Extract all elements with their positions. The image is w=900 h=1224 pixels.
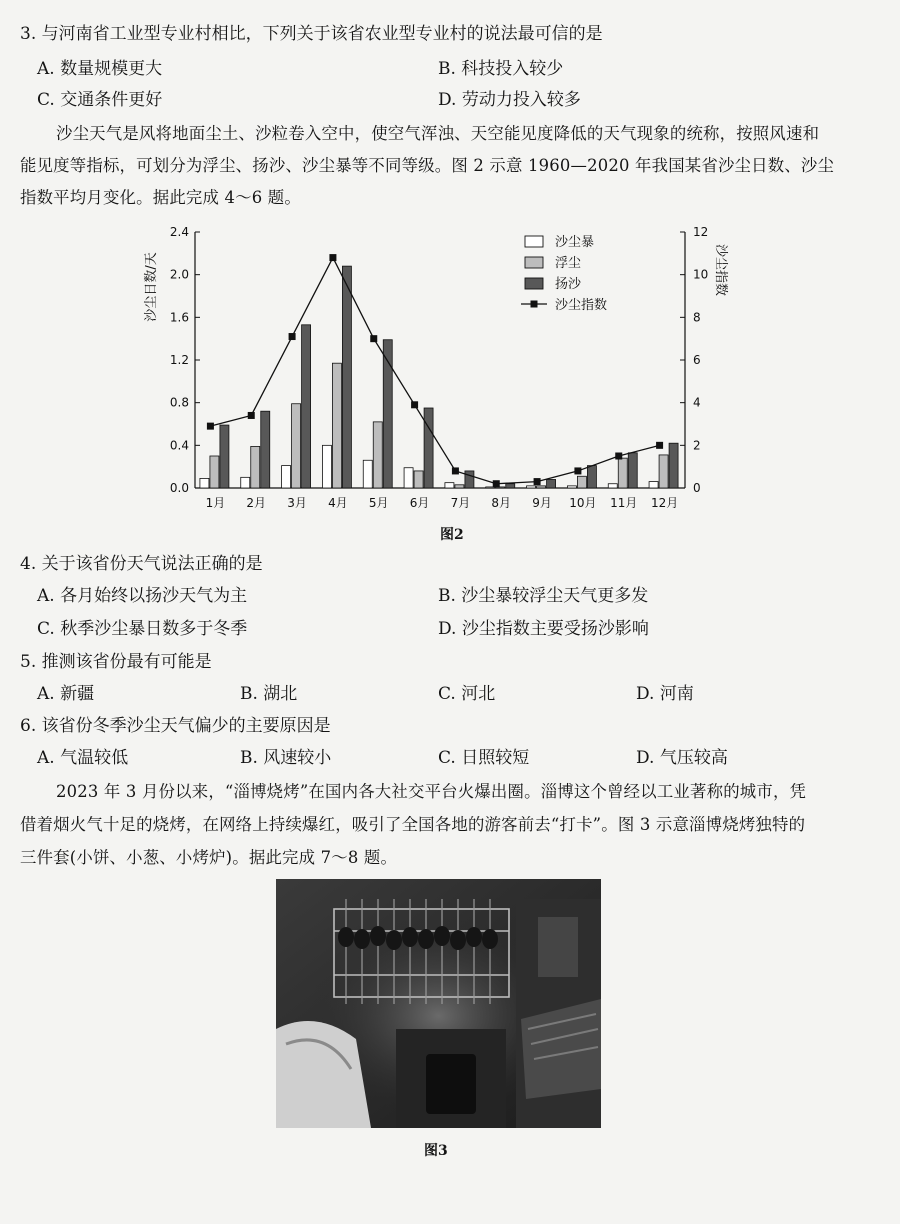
x-tick-label: 2月 [246,496,267,510]
bar-blowing-sand [342,266,351,488]
y-tick-label-left: 1.2 [169,353,189,367]
y-tick-label-right: 4 [693,395,701,410]
dust-index-point [615,453,622,460]
y-tick-label-right: 10 [693,267,709,282]
q4-option-c: C. 秋季沙尘暴日数多于冬季 [37,619,248,639]
bar-blowing-sand [628,453,637,488]
q5-option-d: D. 河南 [636,684,694,704]
x-tick-label: 11月 [610,496,638,510]
bar-blowing-sand [302,325,311,488]
bar-blowing-sand [465,471,474,488]
bar-floating-dust [373,422,382,488]
q6-option-b: B. 风速较小 [240,748,332,768]
bar-floating-dust [414,471,423,488]
bar-blowing-sand [669,443,678,488]
small-stove [396,1029,506,1128]
dust-index-point [656,442,663,449]
bar-sandstorm [649,482,658,488]
legend-label-floating-dust: 浮尘 [555,256,582,271]
bar-floating-dust [210,456,219,488]
bar-floating-dust [292,404,301,488]
legend-label-blowing-sand: 扬沙 [555,277,582,292]
y-tick-label-left: 1.6 [169,310,189,325]
q4-stem: 4. 关于该省份天气说法正确的是 [20,554,263,574]
bar-floating-dust [537,486,546,488]
dust-index-point [329,254,336,261]
dust-index-point [207,423,214,430]
bar-blowing-sand [547,479,556,488]
q3-option-c: C. 交通条件更好 [37,90,163,110]
figure2-caption: 图2 [440,527,464,543]
bar-floating-dust [455,485,464,488]
q6-option-d: D. 气压较高 [636,748,728,768]
passage2-line3: 三件套(小饼、小葱、小烤炉)。据此完成 7～8 题。 [20,848,398,867]
q6-option-c: C. 日照较短 [438,748,530,768]
legend-swatch-floating-dust [525,257,543,268]
x-tick-label: 9月 [532,496,552,510]
bar-sandstorm [241,477,250,488]
bar-floating-dust [577,476,586,488]
dust-index-point [411,401,418,408]
dust-index-point [534,478,541,485]
dust-index-point [289,333,296,340]
dust-index-point [493,480,500,487]
dust-index-point [452,467,459,474]
legend-swatch-blowing-sand [525,278,543,289]
bar-floating-dust [332,363,341,488]
y-tick-label-left: 0.4 [169,438,189,453]
figure3-photo [276,879,601,1128]
legend-swatch-sandstorm [525,236,543,247]
bar-floating-dust [618,458,627,488]
y-axis-title-left: 沙尘日数/天 [144,252,159,322]
x-tick-label: 4月 [328,496,348,510]
bar-blowing-sand [424,408,433,488]
passage1-line2: 能见度等指标，可划分为浮尘、扬沙、沙尘暴等不同等级。图 2 示意 1960—2020 年我国某省沙尘日数、沙尘 [20,156,835,175]
q4-option-a: A. 各月始终以扬沙天气为主 [37,586,248,606]
q3-stem: 3. 与河南省工业型专业村相比，下列关于该省农业型专业村的说法最可信的是 [20,24,603,44]
y-tick-label-left: 2.4 [169,225,189,239]
q3-option-d: D. 劳动力投入较多 [438,90,581,110]
bar-sandstorm [608,484,617,488]
q5-option-c: C. 河北 [438,684,496,704]
y-tick-label-right: 0 [693,481,701,495]
x-tick-label: 12月 [650,496,679,510]
bar-sandstorm [527,486,536,488]
bar-sandstorm [445,483,454,488]
x-tick-label: 7月 [450,496,471,510]
q3-option-a: A. 数量规模更大 [37,59,163,79]
bar-blowing-sand [587,466,596,488]
y-tick-label-right: 2 [693,438,701,453]
bar-sandstorm [200,478,209,488]
figure2-chart [135,218,745,523]
y-axis-title-right: 沙尘指数 [713,243,728,297]
q6-option-a: A. 气温较低 [37,748,129,768]
y-tick-label-left: 0.8 [169,395,189,410]
y-tick-label-right: 6 [693,353,701,367]
bar-blowing-sand [506,484,515,488]
x-tick-label: 10月 [569,496,597,510]
bar-sandstorm [282,466,291,488]
y-tick-label-right: 12 [693,225,709,239]
legend-label-dust-index: 沙尘指数 [555,298,608,313]
y-tick-label-left: 2.0 [169,267,189,282]
bar-blowing-sand [220,425,229,488]
y-tick-label-right: 8 [693,310,701,325]
bar-sandstorm [567,486,576,488]
bar-sandstorm [363,460,372,488]
x-tick-label: 6月 [409,496,430,510]
x-tick-label: 1月 [205,496,226,510]
y-tick-label-left: 0.0 [169,481,189,495]
x-tick-label: 5月 [368,496,389,510]
q5-option-a: A. 新疆 [37,684,95,704]
dust-index-line [210,258,659,484]
figure3-caption: 图3 [424,1143,448,1159]
x-tick-label: 8月 [491,496,512,510]
q5-stem: 5. 推测该省份最有可能是 [20,652,212,672]
legend-label-sandstorm: 沙尘暴 [555,235,595,250]
bar-floating-dust [251,446,260,488]
bar-blowing-sand [261,411,270,488]
passage1-line3: 指数平均月变化。据此完成 4～6 题。 [20,188,301,207]
dust-index-point [248,412,255,419]
q5-option-b: B. 湖北 [240,684,298,704]
dust-index-point [574,467,581,474]
q4-option-d: D. 沙尘指数主要受扬沙影响 [438,619,649,639]
passage1-line1: 沙尘天气是风将地面尘土、沙粒卷入空中，使空气浑浊、天空能见度降低的天气现象的统称，按照风速和 [56,124,820,143]
x-tick-label: 3月 [287,496,307,510]
dust-index-point [370,335,377,342]
legend-marker-dust-index [531,301,538,308]
q6-stem: 6. 该省份冬季沙尘天气偏少的主要原因是 [20,716,331,736]
q4-option-b: B. 沙尘暴较浮尘天气更多发 [438,586,649,606]
passage2-line2: 借着烟火气十足的烧烤，在网络上持续爆红，吸引了全国各地的游客前去“打卡”。图 3 示意淄博烧烤独特的 [20,815,806,834]
q3-option-b: B. 科技投入较少 [438,59,564,79]
passage2-line1: 2023 年 3 月份以来，“淄博烧烤”在国内各大社交平台火爆出圈。淄博这个曾经以工业著称的城市，凭 [56,782,807,801]
bar-floating-dust [659,455,668,488]
bar-sandstorm [322,445,331,488]
bar-sandstorm [404,468,413,488]
